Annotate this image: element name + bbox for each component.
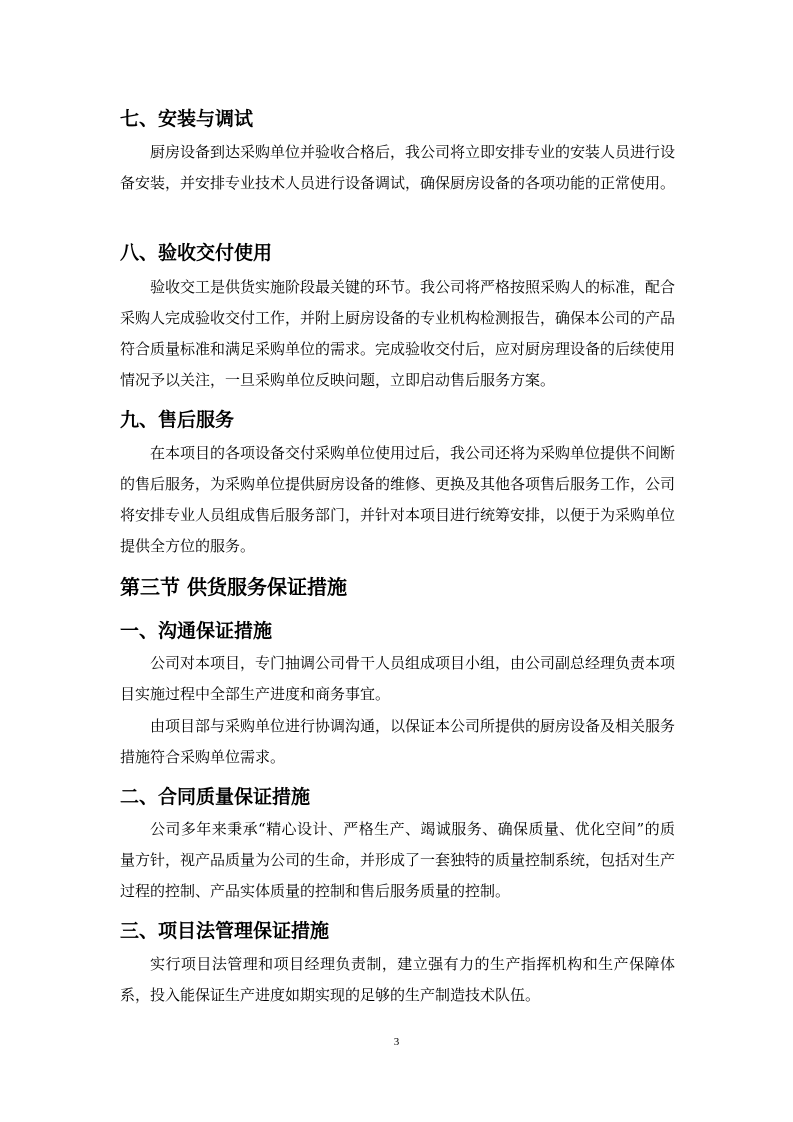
paragraph-communication-2: 由项目部与采购单位进行协调沟通，以保证本公司所提供的厨房设备及相关服务措施符合采购单位需求。 <box>120 717 676 766</box>
section-heading-project-management: 三、项目法管理保证措施 <box>120 920 330 942</box>
paragraph-install: 厨房设备到达采购单位并验收合格后，我公司将立即安排专业的安装人员进行设备安装，并安排专业技术人员进行设备调试，确保厨房设备的各项功能的正常使用。 <box>120 143 676 192</box>
chapter-heading-supply-guarantee: 第三节 供货服务保证措施 <box>120 575 347 599</box>
paragraph-after-sales: 在本项目的各项设备交付采购单位使用过后，我公司还将为采购单位提供不间断的售后服务，为采购单位提供厨房设备的维修、更换及其他各项售后服务工作，公司将安排专业人员组成售后服务部门，并针对本项目进行统筹安排，以便于为采购单位提供全方位的服务。 <box>120 444 676 555</box>
section-heading-contract-quality: 二、合同质量保证措施 <box>120 786 311 808</box>
paragraph-contract-quality: 公司多年来秉承“精心设计、严格生产、竭诚服务、确保质量、优化空间”的质量方针，视产品质量为公司的生命，并形成了一套独特的质量控制系统，包括对生产过程的控制、产品实体质量的控制和售后服务质量的控制。 <box>120 820 676 900</box>
section-heading-acceptance: 八、验收交付使用 <box>120 242 273 264</box>
page-number: 3 <box>393 1036 400 1048</box>
paragraph-communication-1: 公司对本项目，专门抽调公司骨干人员组成项目小组，由公司副总经理负责本项目实施过程中全部生产进度和商务事宜。 <box>120 654 676 703</box>
paragraph-acceptance: 验收交工是供货实施阶段最关键的环节。我公司将严格按照采购人的标准，配合采购人完成验收交付工作，并附上厨房设备的专业机构检测报告，确保本公司的产品符合质量标准和满足采购单位的需求。完成验收交付后，应对厨房理设备的后续使用情况予以关注，一旦采购单位反映问题，立即启动售后服务方案。 <box>120 278 676 389</box>
section-heading-communication: 一、沟通保证措施 <box>120 620 273 642</box>
section-heading-install: 七、安装与调试 <box>120 108 254 130</box>
paragraph-project-management: 实行项目法管理和项目经理负责制，建立强有力的生产指挥机构和生产保障体系，投入能保证生产进度如期实现的足够的生产制造技术队伍。 <box>120 955 675 1004</box>
section-heading-after-sales: 九、售后服务 <box>120 409 235 431</box>
